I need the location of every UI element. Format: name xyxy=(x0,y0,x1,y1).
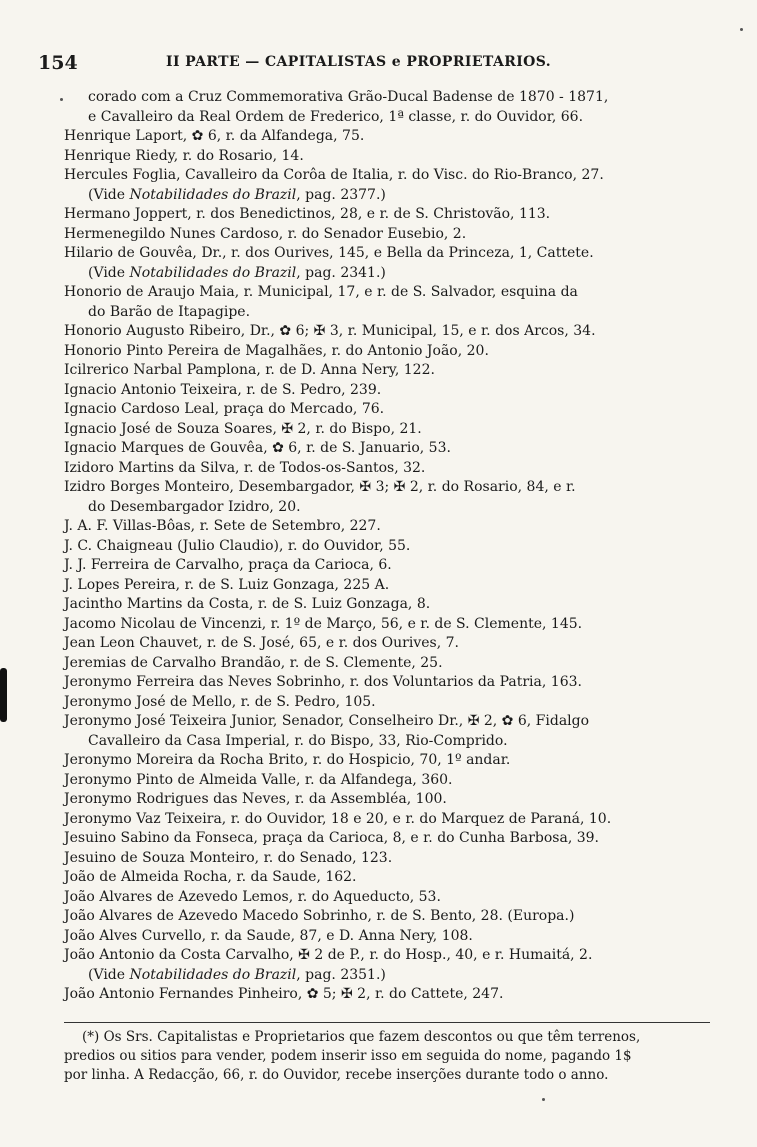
directory-entry: J. A. F. Villas-Bôas, r. Sete de Setembro, 227. xyxy=(64,518,381,534)
directory-entry: Icilrerico Narbal Pamplona, r. de D. Anna Nery, 122. xyxy=(64,362,435,378)
directory-entry: Izidro Borges Monteiro, Desembargador, ✠ 3; ✠ 2, r. do Rosario, 84, e r. xyxy=(64,479,576,495)
directory-entry: Jeronymo José Teixeira Junior, Senador, Conselheiro Dr., ✠ 2, ✿ 6, Fidalgo xyxy=(64,713,590,729)
directory-entry: Honorio de Araujo Maia, r. Municipal, 17, e r. de S. Salvador, esquina da xyxy=(64,284,578,300)
publication-title: Notabilidades do Brazil xyxy=(129,264,297,281)
entry-list xyxy=(64,88,710,1005)
directory-entry: Ignacio Antonio Teixeira, r. de S. Pedro, 239. xyxy=(64,381,382,398)
page-number: 154 xyxy=(38,52,78,74)
footnote-line: por linha. A Redacção, 66, r. do Ouvidor, recebe inserções durante todo o anno. xyxy=(64,1067,609,1083)
directory-entry: Jeremias de Carvalho Brandão, r. de S. Clemente, 25. xyxy=(64,654,443,671)
directory-entry: João de Almeida Rocha, r. da Saude, 162. xyxy=(64,869,357,885)
margin-ink-mark xyxy=(0,668,7,722)
directory-entry: João Antonio da Costa Carvalho, ✠ 2 de P., r. do Hosp., 40, e r. Humaitá, 2. xyxy=(64,947,593,963)
entry-continuation: (Vide Notabilidades do Brazil, pag. 2351.) xyxy=(88,966,386,983)
directory-entry: Jesuino Sabino da Fonseca, praça da Carioca, 8, e r. do Cunha Barbosa, 39. xyxy=(64,830,600,846)
directory-entry: Ignacio José de Souza Soares, ✠ 2, r. do Bispo, 21. xyxy=(64,420,422,437)
directory-entry: Honorio Pinto Pereira de Magalhães, r. do Antonio João, 20. xyxy=(64,342,489,359)
directory-entry: Ignacio Cardoso Leal, praça do Mercado, 76. xyxy=(64,401,385,417)
entry-continuation: do Desembargador Izidro, 20. xyxy=(88,498,301,515)
directory-entry: Hermenegildo Nunes Cardoso, r. do Senador Eusebio, 2. xyxy=(64,225,467,242)
footnote-line: predios ou sitios para vender, podem inserir isso em seguida do nome, pagando 1$ xyxy=(64,1048,632,1064)
directory-entry: J. Lopes Pereira, r. de S. Luiz Gonzaga, 225 A. xyxy=(64,576,390,593)
directory-entry: Jacomo Nicolau de Vincenzi, r. 1º de Março, 56, e r. de S. Clemente, 145. xyxy=(64,615,583,632)
directory-entry: Jeronymo Vaz Teixeira, r. do Ouvidor, 18 e 20, e r. do Marquez de Paraná, 10. xyxy=(64,810,612,827)
publication-title: Notabilidades do Brazil xyxy=(129,186,297,203)
directory-entry: Honorio Augusto Ribeiro, Dr., ✿ 6; ✠ 3, r. Municipal, 15, e r. dos Arcos, 34. xyxy=(64,323,596,339)
entry-continuation: corado com a Cruz Commemorativa Grão-Ducal Badense de 1870 - 1871, xyxy=(88,89,609,105)
directory-entry: J. J. Ferreira de Carvalho, praça da Carioca, 6. xyxy=(64,557,392,573)
entry-continuation: (Vide Notabilidades do Brazil, pag. 2377.) xyxy=(88,186,386,203)
directory-entry: Hercules Foglia, Cavalleiro da Corôa de Italia, r. do Visc. do Rio-Branco, 27. xyxy=(64,167,604,183)
directory-entry: Jeronymo Pinto de Almeida Valle, r. da Alfandega, 360. xyxy=(64,771,453,788)
entry-continuation: do Barão de Itapagipe. xyxy=(88,303,251,320)
directory-entry: J. C. Chaigneau (Julio Claudio), r. do Ouvidor, 55. xyxy=(64,537,411,554)
directory-entry: Henrique Laport, ✿ 6, r. da Alfandega, 75. xyxy=(64,128,365,144)
ink-speck xyxy=(542,1098,545,1101)
directory-entry: João Antonio Fernandes Pinheiro, ✿ 5; ✠ 2, r. do Cattete, 247. xyxy=(64,986,504,1002)
directory-entry: Henrique Riedy, r. do Rosario, 14. xyxy=(64,147,304,164)
directory-entry: Jacintho Martins da Costa, r. de S. Luiz Gonzaga, 8. xyxy=(64,596,431,612)
directory-entry: Jeronymo Rodrigues das Neves, r. da Assembléa, 100. xyxy=(64,791,447,807)
ink-speck xyxy=(740,28,743,31)
directory-entry: Jeronymo Moreira da Rocha Brito, r. do Hospicio, 70, 1º andar. xyxy=(64,752,511,768)
directory-entry: Jesuino de Souza Monteiro, r. do Senado, 123. xyxy=(64,849,393,866)
directory-entry: João Alves Curvello, r. da Saude, 87, e D. Anna Nery, 108. xyxy=(64,927,473,944)
entry-continuation: e Cavalleiro da Real Ordem de Frederico, 1ª classe, r. do Ouvidor, 66. xyxy=(88,108,584,125)
directory-entry: Izidoro Martins da Silva, r. de Todos-os-Santos, 32. xyxy=(64,459,426,476)
publication-title: Notabilidades do Brazil xyxy=(129,966,297,983)
directory-entry: João Alvares de Azevedo Macedo Sobrinho, r. de S. Bento, 28. (Europa.) xyxy=(64,908,575,924)
directory-entry: Hermano Joppert, r. dos Benedictinos, 28, e r. de S. Christovão, 113. xyxy=(64,206,551,222)
running-title: II PARTE — CAPITALISTAS e PROPRIETARIOS. xyxy=(166,54,552,70)
ink-speck xyxy=(60,98,63,101)
entry-continuation: (Vide Notabilidades do Brazil, pag. 2341.) xyxy=(88,264,386,281)
directory-entry: João Alvares de Azevedo Lemos, r. do Aqueducto, 53. xyxy=(64,888,441,905)
page-header xyxy=(38,52,728,76)
directory-entry: Jeronymo José de Mello, r. de S. Pedro, 105. xyxy=(64,693,376,710)
entry-continuation: Cavalleiro da Casa Imperial, r. do Bispo, 33, Rio-Comprido. xyxy=(88,732,508,749)
directory-entry: Jean Leon Chauvet, r. de S. José, 65, e r. dos Ourives, 7. xyxy=(64,635,459,651)
directory-entry: Ignacio Marques de Gouvêa, ✿ 6, r. de S. Januario, 53. xyxy=(64,440,451,456)
footnote-rule xyxy=(64,1022,710,1023)
footnote-line: (*) Os Srs. Capitalistas e Proprietarios que fazem descontos ou que têm terrenos, xyxy=(82,1029,641,1045)
directory-entry: Hilario de Gouvêa, Dr., r. dos Ourives, 145, e Bella da Princeza, 1, Cattete. xyxy=(64,245,594,261)
directory-entry: Jeronymo Ferreira das Neves Sobrinho, r. dos Voluntarios da Patria, 163. xyxy=(64,674,582,690)
footnote xyxy=(64,1028,710,1085)
